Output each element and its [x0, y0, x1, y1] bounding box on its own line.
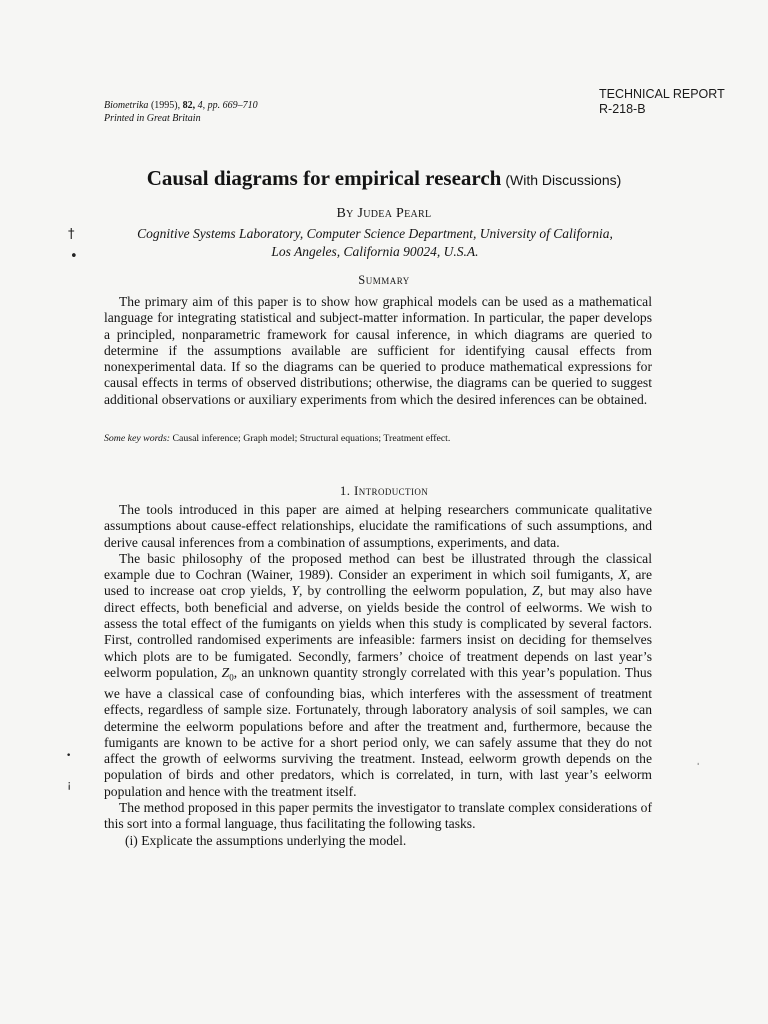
- scan-mark-icon: †: [68, 227, 75, 242]
- scan-mark-icon: ¡: [67, 778, 72, 791]
- affiliation-line-1: Cognitive Systems Laboratory, Computer Science Department, University of California,: [137, 226, 613, 241]
- journal-name: Biometrika: [104, 100, 149, 111]
- keywords-text: Causal inference; Graph model; Structural equations; Treatment effect.: [172, 433, 451, 444]
- section-heading-introduction: 1. Introduction: [339, 483, 429, 498]
- affiliation-line-2: Los Angeles, California 90024, U.S.A.: [271, 244, 479, 259]
- intro-paragraph-3: The method proposed in this paper permits the investigator to translate complex considerations of this sort into a formal language, thus facilitating the following tasks.: [104, 800, 652, 832]
- journal-year: (1995),: [150, 100, 181, 111]
- keywords-label: Some key words:: [104, 433, 171, 444]
- intro-paragraph-2: [104, 551, 652, 800]
- journal-volume: 82,: [182, 100, 196, 111]
- journal-issue-pages: 4, pp. 669–710: [197, 100, 258, 111]
- technical-report-label: [599, 87, 725, 117]
- scan-mark-icon: ˈ: [697, 762, 700, 771]
- p2-text-d: , but may also have direct effects, both beneficial and adverse, on yields beside the control of eelworms. We wish to assess the total effect of the fumigants on yields when this study is complicated by several factors. First, controlled randomised experiments are infeasible: farmers insist on deciding for themselves which plots are to be fumigated. Secondly, farmers’ choice of treatment depends on last year’s eelworm population,: [104, 583, 652, 680]
- journal-reference: [104, 99, 258, 112]
- p2-text-b: , are used to increase oat crop yields,: [104, 567, 652, 599]
- author-line: By Judea Pearl: [336, 206, 432, 221]
- p2-text-a: The basic philosophy of the proposed method can best be illustrated through the classical example due to Cochran (Wainer, 1989). Consider an experiment in which soil fumigants,: [104, 550, 652, 583]
- summary-body: [104, 294, 652, 408]
- p2-text-c: , by controlling the eelworm population,: [299, 583, 528, 599]
- variable-x: X: [618, 567, 627, 583]
- summary-paragraph: The primary aim of this paper is to show how graphical models can be used as a mathematical language for integrating statistical and subject-matter information. In particular, the paper develops a principled, nonparametric framework for causal inference, in which diagrams are queried to determine if the assumptions available are sufficient for identifying causal effects from nonexperimental data. If so the diagrams can be queried to produce mathematical expressions for causal effects in terms of observed distributions; otherwise, the diagrams can be queried to suggest additional observations or auxiliary experiments from which the desired inferences can be obtained.: [104, 294, 652, 407]
- scan-mark-icon: •: [66, 751, 72, 761]
- technical-report-line: TECHNICAL REPORT: [599, 87, 725, 101]
- p2-text-e: , an unknown quantity strongly correlated with this year’s population. Thus we have a classical case of confounding bias, which interferes with the assessment of treatment effects, regardless of sample size. Fortunately, through laboratory analysis of soil samples, we can determine the eelworm populations before and after the treatment and, furthermore, because the fumigants are known to be active for a short period only, we can safely assume that they do not affect the growth of eelworms surviving the treatment. Instead, eelworm growth depends on the population of birds and other predators, which is correlated, in turn, with last year’s eelworm population and hence with the treatment itself.: [104, 664, 652, 799]
- summary-heading: Summary: [358, 273, 410, 287]
- variable-z: Z: [532, 583, 540, 599]
- printed-note: Printed in Great Britain: [104, 113, 201, 124]
- journal-citation: [104, 99, 258, 125]
- variable-y: Y: [291, 583, 300, 599]
- scan-mark-icon: •: [70, 249, 78, 264]
- task-list-item-1: (i) Explicate the assumptions underlying the model.: [125, 832, 407, 848]
- intro-paragraph-1: The tools introduced in this paper are aimed at helping researchers communicate qualitative assumptions about cause-effect relationships, elucidate the ramifications of such assumptions, and derive causal inferences from a combination of assumptions, experiments, and data.: [104, 502, 652, 550]
- report-number: R-218-B: [599, 102, 646, 116]
- affiliation: [110, 225, 640, 261]
- paper-title: [0, 166, 768, 191]
- introduction-body: [104, 502, 652, 849]
- keywords: [104, 433, 664, 445]
- title-main: Causal diagrams for empirical research: [146, 166, 502, 190]
- variable-z0-subscript: 0: [229, 672, 234, 683]
- variable-z0: Z: [221, 664, 230, 680]
- title-subtitle: (With Discussions): [505, 172, 622, 188]
